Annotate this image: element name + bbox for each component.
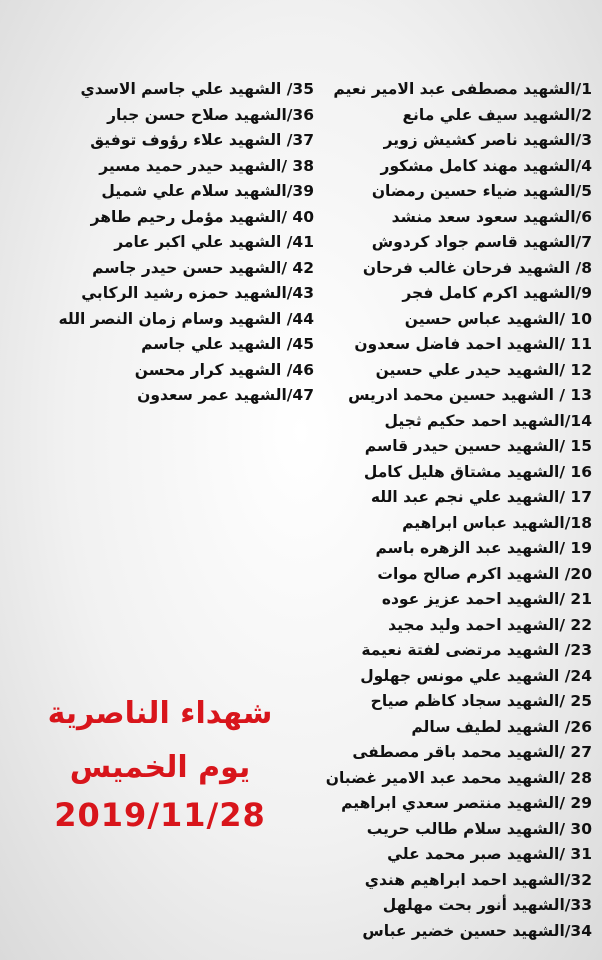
- martyr-name-item: 13 / الشهيد حسين محمد ادريس: [348, 386, 592, 404]
- martyr-name-item: 23/ الشهيد مرتضى لفتة نعيمة: [361, 641, 592, 659]
- martyr-name-item: 27 /الشهيد محمد باقر مصطفى: [352, 743, 592, 761]
- martyr-name-item: 22 /الشهيد احمد وليد مجيد: [388, 615, 592, 634]
- martyr-name-item: 35/ الشهيد علي جاسم الاسدي: [80, 80, 314, 98]
- martyr-name-item: 18/الشهيد عباس ابراهيم: [402, 513, 592, 532]
- martyr-name-item: 32/الشهيد احمد ابراهيم هندي: [364, 870, 592, 889]
- martyr-name-item: 39/الشهيد سلام علي شميل: [101, 182, 314, 200]
- martyr-name-item: 46/ الشهيد كرار محسن: [134, 360, 314, 379]
- martyr-name-item: 25 /الشهيد سجاد كاظم صياح: [370, 692, 592, 710]
- martyr-name-item: 4/الشهيد مهند كامل مشكور: [380, 156, 592, 175]
- martyr-name-item: 21 /الشهيد احمد عزيز عوده: [381, 590, 592, 608]
- martyr-name-item: 26/ الشهيد لطيف سالم: [411, 717, 592, 736]
- martyr-name-item: 6/الشهيد سعود سعد منشد: [391, 207, 592, 226]
- martyr-name-item: 10 /الشهيد عباس حسين: [404, 309, 592, 328]
- martyr-name-item: 9/الشهيد اكرم كامل فجر: [402, 284, 592, 302]
- martyr-name-item: 34/الشهيد حسين خضير عباس: [362, 921, 592, 940]
- martyr-name-item: 42 /الشهيد حسن حيدر جاسم: [92, 258, 314, 277]
- martyr-name-item: 3/الشهيد ناصر كشيش زوير: [383, 131, 592, 149]
- martyr-name-item: 30 /الشهيد سلام طالب حريب: [366, 819, 592, 838]
- martyr-name-item: 15 /الشهيد حسين حيدر قاسم: [364, 437, 592, 455]
- martyr-name-item: 1/الشهيد مصطفى عبد الامير نعيم: [333, 80, 592, 98]
- martyr-name-item: 14/الشهيد احمد حكيم ثجيل: [384, 411, 592, 430]
- martyr-name-item: 2/الشهيد سيف علي مانع: [402, 105, 592, 124]
- martyr-name-item: 45/ الشهيد علي جاسم: [141, 335, 314, 353]
- martyrs-list-left: [54, 77, 314, 409]
- martyr-name-item: 37/ الشهيد علاء رؤوف توفيق: [90, 131, 314, 149]
- martyr-name-item: 31 /الشهيد صبر محمد علي: [387, 845, 592, 863]
- martyr-name-item: 40 /الشهيد مؤمل رحيم طاهر: [90, 207, 314, 226]
- martyr-name-item: 11 /الشهيد احمد فاضل سعدون: [354, 335, 592, 353]
- martyr-name-item: 24/ الشهيد علي مونس جهلول: [360, 666, 592, 685]
- martyr-name-item: 5/الشهيد ضياء حسين رمضان: [371, 182, 592, 200]
- heading-title: شهداء الناصرية: [47, 696, 273, 731]
- martyr-name-item: 8/ الشهيد فرحان غالب فرحان: [362, 258, 592, 277]
- martyr-name-item: 20/ الشهيد اكرم صالح موات: [377, 564, 592, 583]
- martyr-name-item: 43/الشهيد حمزه رشيد الركابي: [81, 284, 314, 302]
- martyr-name-item: 38 /الشهيد حيدر حميد مسير: [99, 156, 314, 175]
- heading-date: 2019/11/28: [54, 796, 266, 834]
- martyr-name-item: 17 /الشهيد علي نجم عبد الله: [370, 488, 592, 506]
- martyr-name-item: 47/الشهيد عمر سعدون: [137, 386, 314, 404]
- martyr-name-item: 29 /الشهيد منتصر سعدي ابراهيم: [341, 794, 592, 812]
- martyr-name-item: 36/الشهيد صلاح حسن جبار: [107, 105, 314, 124]
- martyr-name-item: 16 /الشهيد مشتاق هليل كامل: [363, 462, 592, 481]
- martyr-name-item: 44/ الشهيد وسام زمان النصر الله: [58, 309, 314, 328]
- martyr-name-item: 28 /الشهيد محمد عبد الامير غضبان: [325, 768, 592, 787]
- martyr-name-item: 33/الشهيد أنور بحت مهلهل: [382, 896, 592, 914]
- martyrs-list-right: [314, 77, 592, 944]
- martyr-name-item: 19 /الشهيد عبد الزهره باسم: [375, 539, 592, 557]
- martyr-name-item: 7/الشهيد قاسم جواد كردوش: [371, 233, 592, 251]
- heading-day: يوم الخميس: [69, 750, 251, 785]
- martyr-name-item: 41/ الشهيد علي اكبر عامر: [114, 233, 314, 251]
- martyr-name-item: 12 /الشهيد حيدر علي حسين: [375, 360, 592, 379]
